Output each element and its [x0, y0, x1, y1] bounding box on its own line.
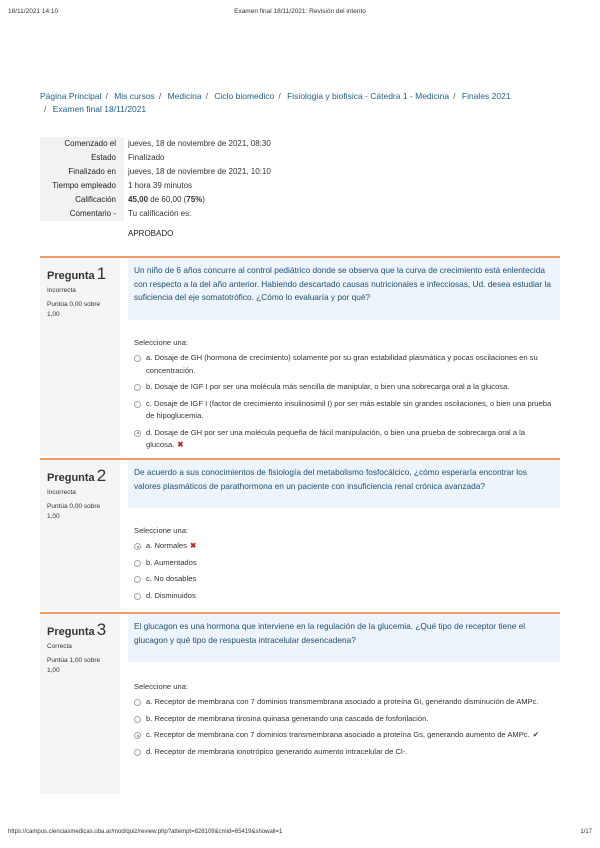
summary-value: Tu calificación es:	[128, 209, 192, 218]
radio-button[interactable]	[134, 593, 141, 600]
print-footer	[8, 829, 592, 835]
question-grade: Puntúa 0,00 sobre 1,00	[47, 503, 101, 520]
summary-label: Calificación	[40, 193, 124, 207]
answer-prompt: Seleccione una:	[134, 682, 189, 691]
option-a[interactable]	[134, 540, 560, 553]
option-label: b. Dosaje de IGF I por ser una molécula más sencilla de manipular, o bien una sobrecarga oral a la glucosa.	[146, 382, 510, 391]
print-title: Examen final 18/11/2021: Revisión del intento	[234, 8, 366, 15]
summary-row	[40, 165, 560, 179]
question-state: Correcta	[47, 643, 72, 650]
incorrect-icon: ✖	[189, 541, 197, 550]
question-num: 2	[96, 466, 107, 485]
answer-block	[128, 320, 560, 452]
incorrect-icon: ✖	[177, 440, 184, 449]
breadcrumb-item-finales[interactable]: Finales 2021	[461, 91, 511, 101]
answer-block	[128, 662, 560, 758]
option-d[interactable]	[134, 590, 560, 603]
radio-button[interactable]	[134, 401, 141, 408]
answer-block	[128, 508, 560, 602]
question-grade: Puntúa 1,00 sobre 1,00	[47, 657, 101, 674]
question-text: De acuerdo a sus conocimientos de fisiología del metabolismo fosfocálcico, ¿cómo esperaría encontrar los valores plasmáticos de parathormona en un paciente con insuficiencia renal crónica avanzada?	[128, 460, 560, 508]
breadcrumb: Página Principal / Mis cursos / Medicina / Ciclo biomedico / Fisiologia y biofisica - Cátedra 1 - Medicina / Finales 2021 / Examen final 18/11/2021	[40, 91, 511, 114]
summary-row	[40, 151, 560, 165]
question-number	[47, 264, 120, 284]
option-b[interactable]	[134, 557, 560, 570]
radio-button[interactable]	[134, 716, 141, 723]
question-grade: Puntúa 0,00 sobre 1,00	[47, 301, 101, 318]
print-date: 18/11/2021 14:10	[8, 8, 59, 15]
option-label: a. Receptor de membrana con 7 dominios transmembrana asociado a proteína Gi, generando disminución de AMPc.	[146, 697, 539, 706]
summary-label: Comenzado el	[40, 137, 124, 151]
question-info	[40, 460, 120, 610]
option-label: d. Dosaje de GH por ser una molécula pequeña de fácil manipulación, o bien una prueba de sobrecarga oral a la glucosa.	[146, 427, 526, 449]
grade-percent: 75%	[186, 195, 203, 204]
summary-value: jueves, 18 de noviembre de 2021, 08:30	[128, 139, 271, 148]
question-body	[128, 614, 560, 762]
radio-button[interactable]	[134, 560, 141, 567]
question-num: 1	[96, 264, 107, 283]
question-label: Pregunta	[47, 270, 95, 282]
page-number: 1/17	[580, 829, 592, 835]
question-text: El glucagon es una hormona que interviene en la regulación de la glucemia. ¿Qué tipo de receptor tiene el glucagon y qué tipo de respuesta intracelular desencadena?	[128, 614, 560, 662]
question-body	[128, 460, 560, 606]
summary-row	[40, 193, 560, 207]
option-c[interactable]	[134, 729, 560, 742]
breadcrumb-item-course[interactable]: Fisiologia y biofisica - Cátedra 1 - Medicina	[287, 91, 450, 101]
radio-button[interactable]	[134, 355, 141, 362]
option-label: d. Receptor de membrana ionotrópico generando aumento intracelular de Cl-.	[146, 746, 408, 756]
answer-prompt: Seleccione una:	[134, 338, 189, 347]
radio-button[interactable]	[134, 749, 141, 756]
option-a[interactable]	[134, 352, 560, 377]
radio-button-selected[interactable]	[134, 430, 141, 437]
question-label: Pregunta	[47, 626, 95, 638]
option-label: d. Disminuidos	[146, 590, 196, 600]
summary-label: Estado	[40, 151, 124, 165]
question-3	[40, 612, 560, 794]
radio-button[interactable]	[134, 699, 141, 706]
result-text: APROBADO	[128, 229, 174, 238]
radio-button[interactable]	[134, 384, 141, 391]
question-info	[40, 258, 120, 456]
question-body	[128, 258, 560, 456]
summary-row	[40, 207, 560, 221]
option-b[interactable]	[134, 381, 560, 394]
question-state: Incorrecta	[47, 489, 76, 496]
question-1	[40, 256, 560, 456]
question-info	[40, 614, 120, 794]
radio-button-selected[interactable]	[134, 732, 141, 739]
grade-score: 45,00	[128, 195, 149, 204]
question-label: Pregunta	[47, 472, 95, 484]
summary-value: Finalizado	[128, 153, 165, 162]
option-b[interactable]	[134, 713, 560, 726]
question-number	[47, 620, 120, 640]
option-label: b. Receptor de membrana tirosina quinasa generando una cascada de fosforilación.	[146, 713, 429, 723]
breadcrumb-item-medicina[interactable]: Medicina	[167, 91, 202, 101]
breadcrumb-item-my-courses[interactable]: Mis cursos	[114, 91, 155, 101]
attempt-summary	[40, 137, 560, 238]
option-label: c. Dosaje de IGF I (factor de crecimiento insulinosimil I) por ser más estable sin grandes oscilaciones, o bien una prueba de hipoglucemia.	[146, 398, 552, 420]
summary-label: Finalizado en	[40, 165, 124, 179]
option-label: b. Aumentados	[146, 557, 197, 567]
question-num: 3	[96, 620, 107, 639]
breadcrumb-item-ciclo[interactable]: Ciclo biomedico	[214, 91, 275, 101]
breadcrumb-item-exam[interactable]: Examen final 18/11/2021	[52, 104, 147, 114]
grade-close: )	[202, 195, 205, 204]
option-c[interactable]	[134, 573, 560, 586]
summary-row	[40, 179, 560, 193]
grade-of: de 60,00 (	[148, 195, 187, 204]
answer-prompt: Seleccione una:	[134, 526, 189, 535]
summary-row	[40, 137, 560, 151]
option-label: a. Dosaje de GH (hormona de crecimiento) solamente por su gran estabilidad plasmática y pocas oscilaciones en su concentración.	[146, 353, 538, 375]
print-url: https://campus.cienciasmedicas.uba.ar/mod/quiz/review.php?attempt=828109&cmid=65419&showall=1	[8, 829, 283, 835]
question-state: Incorrecta	[47, 287, 76, 294]
question-number	[47, 466, 120, 486]
option-a[interactable]	[134, 696, 560, 709]
summary-label: Tiempo empleado	[40, 179, 124, 193]
radio-button[interactable]	[134, 576, 141, 583]
summary-value: jueves, 18 de noviembre de 2021, 10:10	[128, 167, 271, 176]
radio-button-selected[interactable]	[134, 543, 141, 550]
option-c[interactable]	[134, 398, 560, 423]
option-d[interactable]	[134, 746, 560, 759]
grade-value	[124, 193, 205, 207]
question-2	[40, 458, 560, 610]
question-text: Un niño de 6 años concurre al control pediátrico donde se observa que la curva de crecimiento está enlentecida con respecto a la del año anterior. Habiendo descartado causas nutricionales e infecciosas, Ud. desea estudiar la suficiencia del eje somatotrófico. ¿Cómo lo evaluaría y por qué?	[128, 258, 560, 320]
breadcrumb-item-home[interactable]: Página Principal	[40, 91, 102, 101]
summary-label: Comentario -	[40, 207, 124, 221]
summary-value: 1 hora 39 minutos	[128, 181, 193, 190]
option-label: c. No dosables	[146, 574, 197, 583]
option-label: c. Receptor de membrana con 7 dominios transmembrana asociado a proteína Gs, generando aumento de AMPc.	[146, 730, 530, 739]
option-d[interactable]	[134, 427, 560, 452]
option-label: a. Normales	[146, 541, 187, 550]
correct-icon: ✔	[532, 730, 540, 739]
